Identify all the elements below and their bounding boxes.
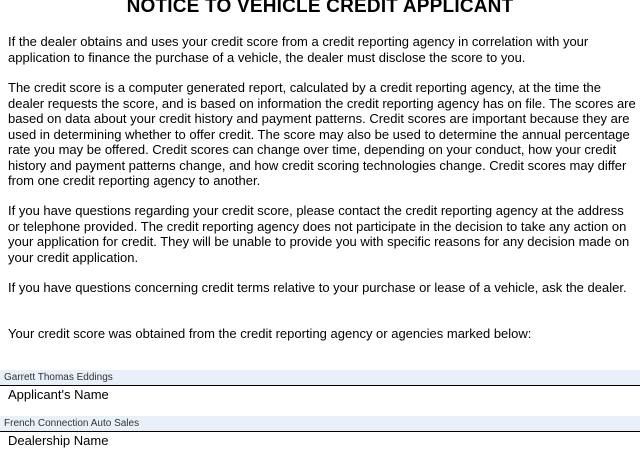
applicant-signature-line (0, 385, 640, 386)
dealership-name-label: Dealership Name (8, 433, 109, 448)
dealership-name-field[interactable]: French Connection Auto Sales (0, 416, 640, 431)
paragraph-questions-terms: If you have questions concerning credit terms relative to your purchase or lease of a vehicle, ask the dealer. (8, 280, 627, 295)
paragraph-agency-intro: Your credit score was obtained from the credit reporting agency or agencies marked below: (8, 326, 532, 341)
paragraph-credit-score-definition: The credit score is a computer generated report, calculated by a credit reporting agency, at the time the dealer requests the score, and is based on information the credit reporting agency has on file. The scores are based on data about your credit history and payment patterns. Credit scores are important because they are used in determining whether to offer credit. The score may also be used to determine the annual percentage rate you may be offered. Credit scores can change over time, depending on your conduct, how your credit history and payment patterns change, and how credit scoring technologies change. Credit scores may differ from one credit reporting agency to another. (8, 80, 636, 188)
document-title: NOTICE TO VEHICLE CREDIT APPLICANT (126, 0, 514, 17)
paragraph-disclosure: If the dealer obtains and uses your credit score from a credit reporting agency in correlation with your application to finance the purchase of a vehicle, the dealer must disclose the score to you. (8, 34, 589, 65)
applicant-name-label: Applicant's Name (8, 387, 109, 402)
applicant-name-field[interactable]: Garrett Thomas Eddings (0, 370, 640, 385)
dealership-signature-line (0, 431, 640, 432)
paragraph-questions-agency: If you have questions regarding your credit score, please contact the credit reporting agency at the address or telephone provided. The credit reporting agency does not participate in the decision to take any action on your application for credit. They will be unable to provide you with specific reasons for any decision made on your credit application. (8, 203, 630, 265)
